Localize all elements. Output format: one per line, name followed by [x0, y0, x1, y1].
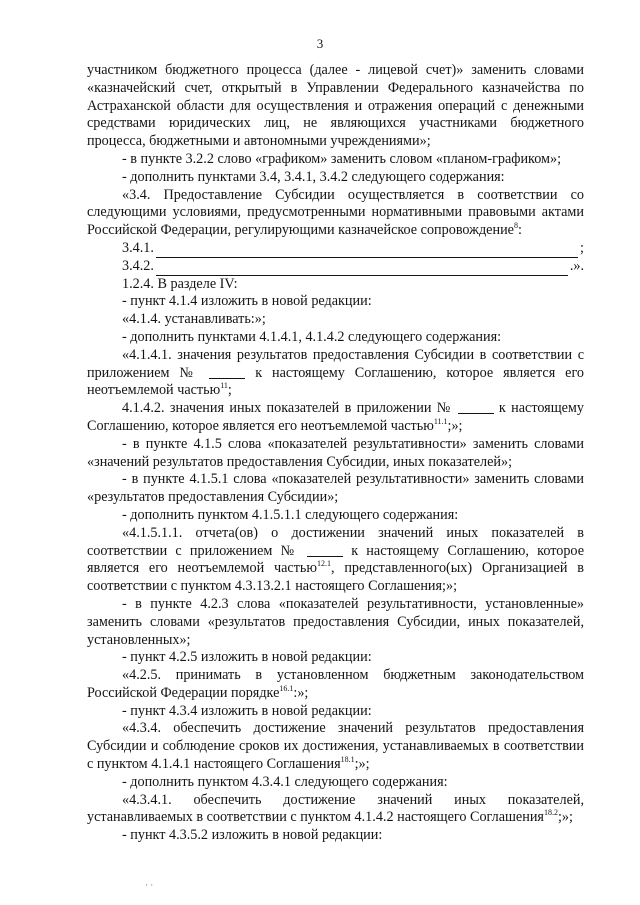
scan-marks: · ·	[145, 880, 154, 890]
footnote-ref: 12.1	[317, 559, 331, 569]
paragraph: - дополнить пунктами 3.4, 3.4.1, 3.4.2 следующего содержания:	[122, 168, 505, 185]
fill-line-342	[122, 258, 584, 276]
footnote-ref: 11.1	[433, 416, 448, 426]
fill-line-341	[122, 240, 584, 258]
paragraph: - дополнить пунктами 4.1.4.1, 4.1.4.2 следующего содержания:	[122, 328, 502, 345]
paragraph-425: «4.2.5. принимать в установленном бюджетным законодательством Российской Федерации порядке$^{16.1}$:»;	[87, 667, 584, 701]
footnote-ref: 18.2	[543, 808, 558, 818]
blank-line	[156, 262, 568, 276]
paragraph: «3.4. Предоставление Субсидии осуществляется в соответствии со следующими условиями, предусмотренными нормативными правовыми актами Российской Федерации, регулирующими казначейское сопровождение$^8$:	[87, 186, 584, 239]
footnote-ref: 16.1	[279, 683, 294, 693]
paragraph: - дополнить пунктом 4.1.5.1.1 следующего содержания:	[122, 506, 459, 523]
fill-line-label: 3.4.1.	[122, 239, 154, 256]
blank-number	[458, 401, 494, 414]
paragraph: - пункт 4.2.5 изложить в новой редакции:	[122, 649, 372, 666]
blank-number	[209, 366, 245, 379]
paragraph: «4.1.4. устанавливать:»;	[122, 311, 266, 328]
blank-line	[156, 244, 578, 258]
paragraph: - пункт 4.1.4 изложить в новой редакции:	[122, 293, 372, 310]
paragraph-4341: «4.3.4.1. обеспечить достижение значений иных показателей, устанавливаемых в соответствии с пунктом 4.1.4.2 настоящего Соглашения$^{18.2}$;»;	[87, 791, 584, 826]
fill-line-end: .».	[569, 257, 584, 274]
paragraph: - в пункте 3.2.2 слово «графиком» заменить словом «планом-графиком»;	[122, 150, 562, 167]
paragraph-4142: 4.1.4.2. значения иных показателей в приложении № к настоящему Соглашению, которое является его неотъемлемой частью$^{11.1}$;»;	[87, 400, 584, 434]
page-number: 3	[316, 36, 324, 51]
footnote-ref: 11	[220, 381, 228, 391]
paragraph: участником бюджетного процесса (далее - лицевой счет)» заменить словами «казначейский счет, открытый в Управлении Федерального казначейства по Астраханской области для осуществления и отражения операций с денежными средствами юридических лиц, не являющихся участниками бюджетного процесса, бюджетными и автономными учреждениями»;	[87, 62, 584, 150]
paragraph: - пункт 4.3.4 изложить в новой редакции:	[122, 702, 372, 719]
paragraph-4141: «4.1.4.1. значения результатов предоставления Субсидии в соответствии с приложением № к настоящему Соглашению, которое является его неотъемлемой частью$^{11}$;	[87, 346, 585, 399]
blank-number	[307, 544, 343, 557]
paragraph: 1.2.4. В разделе IV:	[122, 275, 238, 292]
paragraph: - дополнить пунктом 4.3.4.1 следующего содержания:	[122, 773, 448, 790]
paragraph: - пункт 4.3.5.2 изложить в новой редакции:	[122, 827, 383, 844]
footnote-ref: 8	[513, 221, 518, 231]
paragraph-41511: «4.1.5.1.1. отчета(ов) о достижении значений иных показателей в соответствии с приложением № к настоящему Соглашению, которое является его неотъемлемой частью$^{12.1}$, представленного(ых) Организацией в соответствии с пунктом 4.3.13.2.1 настоящего Соглашения;»;	[87, 524, 584, 595]
fill-line-end: ;	[580, 239, 584, 256]
paragraph: - в пункте 4.2.3 слова «показателей результативности, установленные» заменить словами «результатов предоставления Субсидии, иных показателей, установленных»;	[87, 595, 584, 648]
footnote-ref: 18.1	[340, 755, 355, 765]
document-body	[87, 62, 584, 845]
paragraph-434: «4.3.4. обеспечить достижение значений результатов предоставления Субсидии и соблюдение сроков их достижения, устанавливаемых в соответствии с пунктом 4.1.4.1 настоящего Соглашения$^{18.1}$;»;	[87, 720, 584, 773]
paragraph: - в пункте 4.1.5 слова «показателей результативности» заменить словами «значений результатов предоставления Субсидии, иных показателей»;	[87, 435, 584, 470]
fill-line-label: 3.4.2.	[122, 257, 154, 274]
paragraph: - в пункте 4.1.5.1 слова «показателей результативности» заменить словами «результатов предоставления Субсидии»;	[87, 471, 584, 506]
